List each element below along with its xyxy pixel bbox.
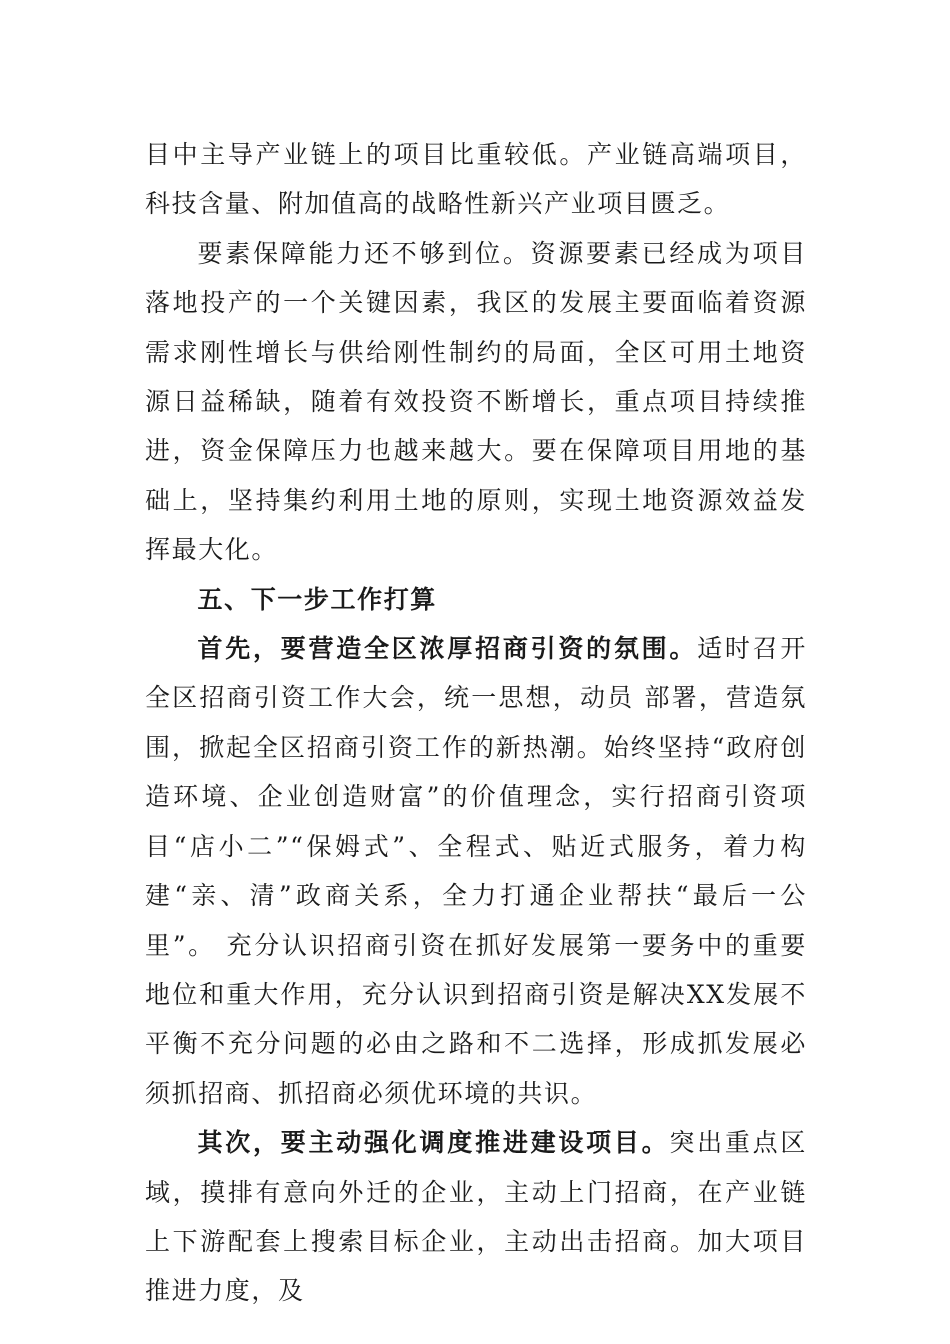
paragraph-point-1 xyxy=(145,624,807,1118)
point-2-lead: 其次，要主动强化调度推进建设项目。 xyxy=(197,1128,670,1158)
point-1-lead: 首先，要营造全区浓厚招商引资的氛围。 xyxy=(197,634,698,664)
section-heading: 五、下一步工作打算 xyxy=(197,584,437,614)
point-1-text: 适时召开全区招商引资工作大会，统一思想，动员 部署，营造氛围，掀起全区招商引资工作的新热潮。始终坚持“政府创造环境、企业创造财富”的价值理念，实行招商引资项目“店小二”“保姆式”、全程式、贴近式服务，着力构建“亲、清”政商关系，全力打通企业帮扶“最后一公里”。 充分认识招商引资在抓好发展第一要务中的重要地位和重大作用，充分认识到招商引资是解决XX发展不平衡不充分问题的必由之路和不二选择，形成抓发展必须抓招商、抓招商必须优环境的共识。 xyxy=(145,634,807,1108)
paragraph-point-2 xyxy=(145,1118,807,1316)
point-2-text: 突出重点区域，摸排有意向外迁的企业，主动上门招商，在产业链上下游配套上搜索目标企业，主动出击招商。加大项目推进力度，及 xyxy=(145,1128,807,1306)
paragraph-continuation: 目中主导产业链上的项目比重较低。产业链高端项目，科技含量、附加值高的战略性新兴产业项目匮乏。 xyxy=(145,140,807,219)
paragraph-factor-guarantee: 要素保障能力还不够到位。资源要素已经成为项目落地投产的一个关键因素，我区的发展主要面临着资源需求刚性增长与供给刚性制约的局面，全区可用土地资源日益稀缺，随着有效投资不断增长，重点项目持续推进，资金保障压力也越来越大。要在保障项目用地的基础上，坚持集约利用土地的原则，实现土地资源效益发挥最大化。 xyxy=(145,238,807,565)
document-page xyxy=(145,130,807,1316)
